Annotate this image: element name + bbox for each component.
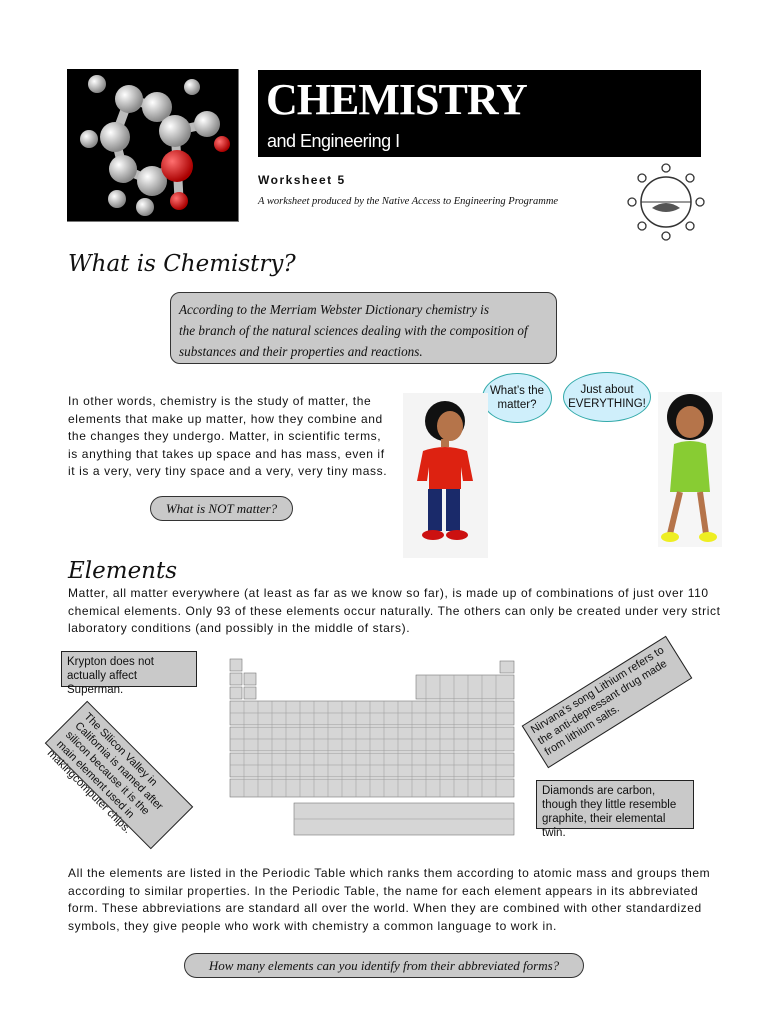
fact-box-carbon: Diamonds are carbon, though they little resemble graphite, their elemental twin. [536, 780, 694, 829]
worksheet-label: Worksheet 5 [258, 173, 346, 187]
fact-box-silicon: The Silicon Valley in California is named after silicon because it is the main element used in makingcomputer chips. [45, 701, 193, 849]
question-not-matter: What is NOT matter? [150, 496, 293, 521]
chemistry-paragraph [68, 393, 387, 481]
definition-line: substances and their properties and reactions. [179, 344, 423, 359]
cartoon-boy [403, 393, 488, 558]
fact-box-krypton: Krypton does not actually affect Superman. [61, 651, 197, 687]
speech-bubble-everything: Just about EVERYTHING! [563, 372, 651, 422]
definition-line: the branch of the natural sciences dealing with the composition of [179, 323, 528, 338]
paragraph-line: form. These abbreviations are standard all over the world. When they are combined with other standardized [68, 901, 702, 915]
paragraph-line: chemical elements. Only 93 of these elements occur naturally. The others can only be created under very strict [68, 603, 721, 618]
definition-callout [170, 292, 557, 364]
speech-bubble-matter: What’s the matter? [482, 373, 552, 423]
cartoon-girl [658, 392, 722, 547]
heading-what-is-chemistry: What is Chemistry? [68, 251, 296, 277]
page-title: CHEMISTRY [266, 75, 527, 124]
paragraph-line: elements that make up matter, how they combine and [68, 411, 383, 426]
paragraph-line: laboratory conditions (and possibly in the middle of stars). [68, 621, 411, 635]
title-banner [258, 70, 701, 157]
paragraph-line: according to similar properties. In the Periodic Table, the name for each element appears in its abbreviated [68, 883, 699, 898]
paragraph-line: Matter, all matter everywhere (at least as far as we know so far), is made up of combinations of just over 110 [68, 586, 709, 600]
definition-line: According to the Merriam Webster Dictionary chemistry is [179, 302, 489, 317]
question-abbreviated-forms: How many elements can you identify from their abbreviated forms? [184, 953, 584, 978]
paragraph-line: the changes they undergo. Matter, in scientific terms, [68, 429, 382, 443]
paragraph-line: All the elements are listed in the Periodic Table which ranks them according to atomic mass and groups them [68, 866, 711, 880]
fact-box-lithium: Nirvana’s song Lithium refers to the anti-depressant drug made from lithium salts. [522, 636, 693, 768]
molecule-image [67, 69, 239, 222]
periodic-table-image [228, 657, 517, 837]
program-logo [620, 160, 712, 244]
paragraph-line: symbols, they give people who work with chemistry a common language to work in. [68, 918, 557, 933]
paragraph-line: is anything that takes up space and has mass, even if [68, 446, 385, 461]
paragraph-line: it is a very, very tiny space and a very, very tiny mass. [68, 464, 388, 478]
elements-paragraph [68, 585, 721, 638]
paragraph-line: In other words, chemistry is the study of matter, the [68, 394, 372, 408]
page-subtitle: and Engineering I [267, 131, 400, 151]
periodic-table-paragraph [68, 865, 710, 935]
produced-by-text: A worksheet produced by the Native Access to Engineering Programme [258, 196, 559, 207]
heading-elements: Elements [68, 558, 178, 584]
